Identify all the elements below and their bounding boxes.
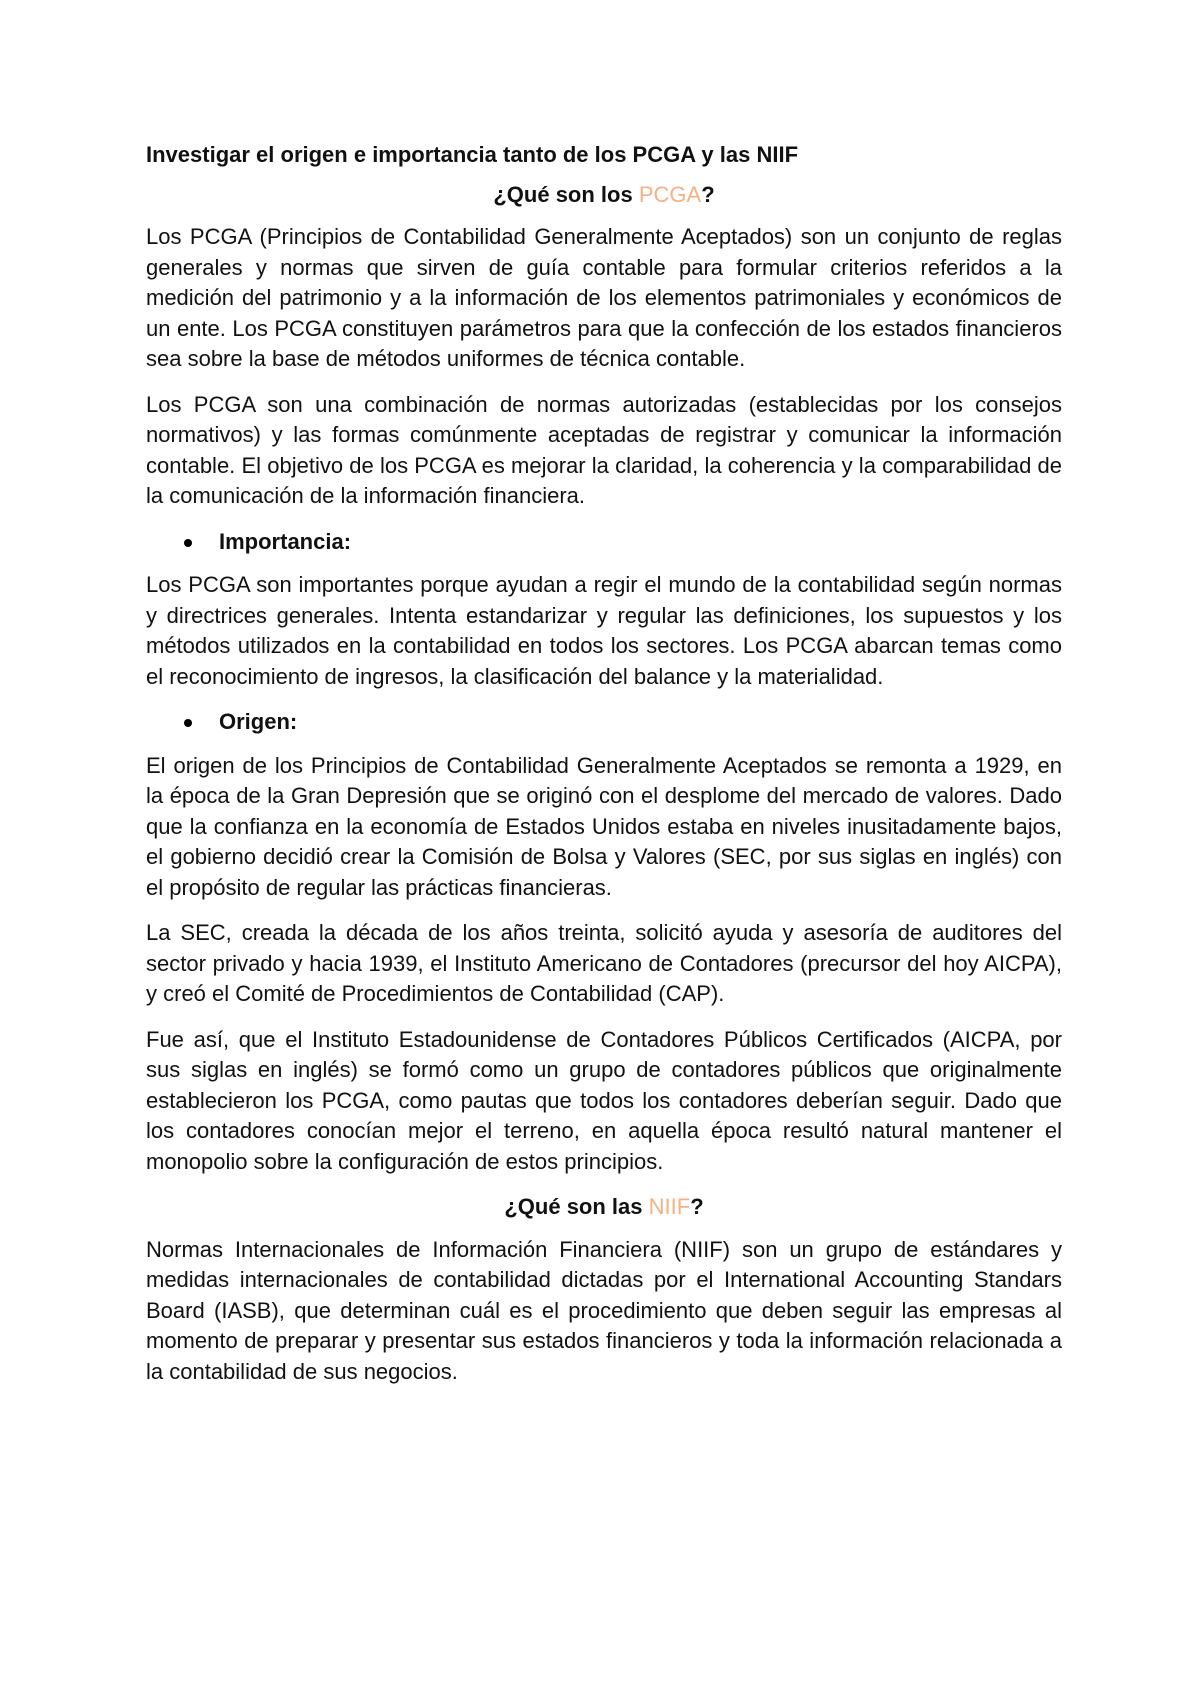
heading-que-son-pcga xyxy=(146,180,1062,211)
bullet-label-importancia: Importancia: xyxy=(219,528,352,554)
bullet-dot-icon xyxy=(184,719,192,727)
bullet-origen xyxy=(146,707,1062,738)
paragraph-pcga-combination: Los PCGA son una combinación de normas autorizadas (establecidas por los consejos normativos) y las formas comúnmente aceptadas de registrar y comunicar la información contable. El objetivo de los PCGA es mejorar la claridad, la coherencia y la comparabilidad de la comunicación de la información financiera. xyxy=(146,391,1062,508)
paragraph-niif-definition: Normas Internacionales de Información Financiera (NIIF) son un grupo de estándares y medidas internacionales de contabilidad dictadas por el International Accounting Standars Board (IASB), que determinan cuál es el procedimiento que deben seguir las empresas al momento de preparar y presentar sus estados financieros y toda la información relacionada a la contabilidad de sus negocios. xyxy=(146,1236,1062,1384)
paragraph-pcga-definition: Los PCGA (Principios de Contabilidad Generalmente Aceptados) son un conjunto de reglas generales y normas que sirven de guía contable para formular criterios referidos a la medición del patrimonio y a la información de los elementos patrimoniales y económicos de un ente. Los PCGA constituyen parámetros para que la confección de los estados financieros sea sobre la base de métodos uniformes de técnica contable. xyxy=(146,224,1062,371)
paragraph-importancia: Los PCGA son importantes porque ayudan a regir el mundo de la contabilidad según normas y directrices generales. Intenta estandarizar y regular las definiciones, los supuestos y los métodos utilizados en la contabilidad en todos los sectores. Los PCGA abarcan temas como el reconocimiento de ingresos, la clasificación del balance y la materialidad. xyxy=(146,572,1062,689)
bullet-label-origen: Origen: xyxy=(219,709,298,734)
heading-accent-niif: NIIF xyxy=(648,1194,691,1219)
heading-suffix: ? xyxy=(701,181,715,207)
paragraph-origen-aicpa: Fue así, que el Instituto Estadounidense de Contadores Públicos Certificados (AICPA, por sus siglas en inglés) se formó como un grupo de contadores públicos que originalmente establecieron los PCGA, como pautas que todos los contadores deberían seguir. Dado que los contadores conocían mejor el terreno, en aquella época resultó natural mantener el monopolio sobre la configuración de estos principios. xyxy=(146,1026,1062,1174)
document-title: Investigar el origen e importancia tanto de los PCGA y las NIIF xyxy=(146,142,799,167)
bullet-importancia xyxy=(146,527,1062,558)
heading-suffix: ? xyxy=(690,1194,704,1219)
heading-accent-pcga: PCGA xyxy=(638,181,702,207)
heading-prefix: ¿Qué son los xyxy=(493,181,639,207)
paragraph-origen-sec: La SEC, creada la década de los años treinta, solicitó ayuda y asesoría de auditores del sector privado y hacia 1939, el Instituto Americano de Contadores (precursor del hoy AICPA), y creó el Comité de Procedimientos de Contabilidad (CAP). xyxy=(146,920,1062,1006)
paragraph-origen-1929: El origen de los Principios de Contabilidad Generalmente Aceptados se remonta a 1929, en la época de la Gran Depresión que se originó con el desplome del mercado de valores. Dado que la confianza en la economía de Estados Unidos estaba en niveles inusitadamente bajos, el gobierno decidió crear la Comisión de Bolsa y Valores (SEC, por sus siglas en inglés) con el propósito de regular las prácticas financieras. xyxy=(146,752,1062,900)
bullet-dot-icon xyxy=(184,539,192,547)
heading-que-son-niif xyxy=(146,1192,1062,1223)
heading-prefix: ¿Qué son las xyxy=(504,1194,649,1219)
document-page xyxy=(146,140,1062,1402)
